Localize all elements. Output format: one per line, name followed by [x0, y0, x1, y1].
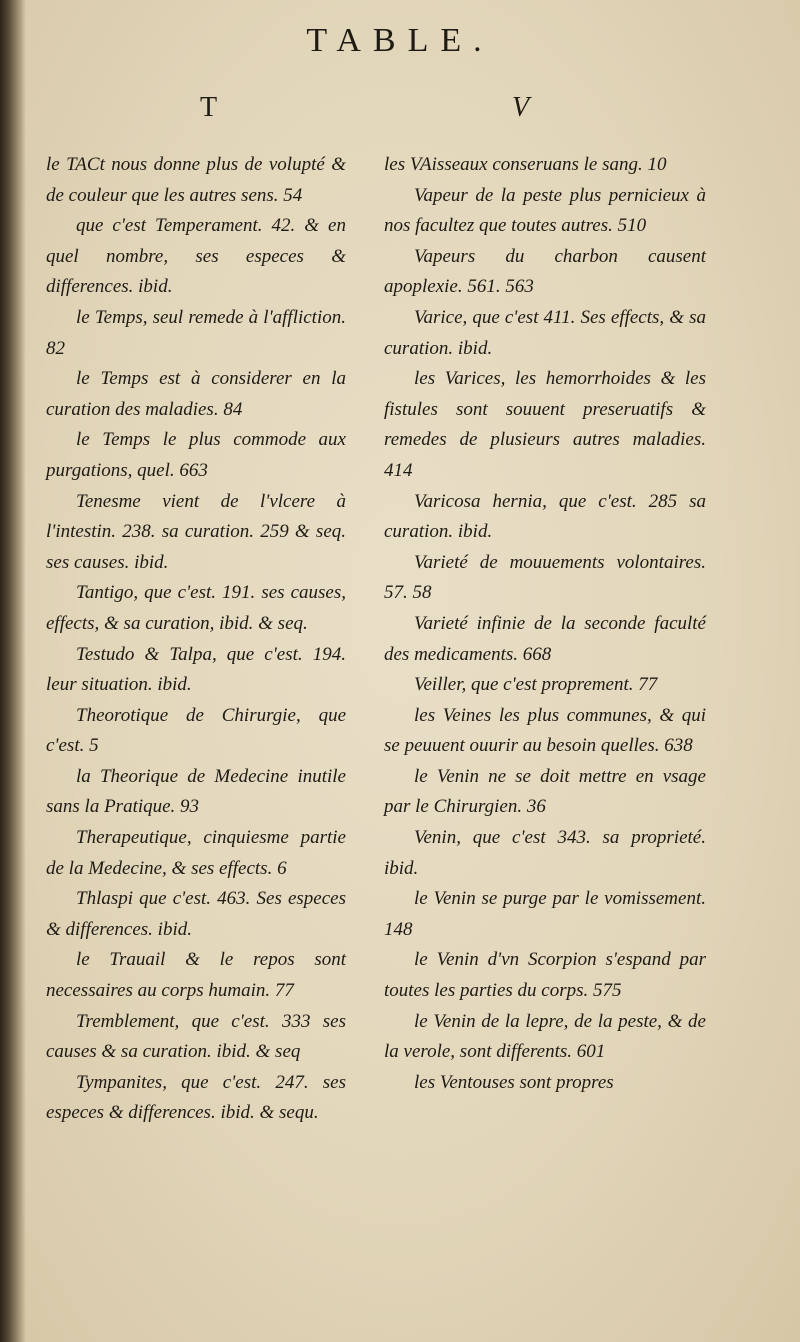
index-entry: Vapeurs du charbon causent apoplexie. 561. 563	[384, 245, 706, 298]
index-entry: que c'est Temperament. 42. & en quel nombre, ses especes & differences. ibid.	[46, 215, 346, 298]
index-entry: le Temps est à considerer en la curation des maladies. 84	[46, 368, 346, 420]
index-entry: le Temps le plus commode aux purgations, quel. 663	[46, 429, 346, 481]
section-letter-t: T	[200, 92, 218, 123]
index-entry: Tantigo, que c'est. 191. ses causes, effects, & sa curation, ibid. & seq.	[46, 582, 346, 634]
index-column-v	[384, 150, 706, 1098]
index-entry: Therapeutique, cinquiesme partie de la Medecine, & ses effects. 6	[46, 827, 346, 879]
section-letter-v: V	[512, 92, 530, 123]
index-entry: le Temps, seul remede à l'affliction. 82	[46, 306, 346, 359]
index-entry: Varieté infinie de la seconde faculté des medicaments. 668	[384, 612, 706, 665]
index-entry: Theorotique de Chirurgie, que c'est. 5	[46, 704, 346, 757]
index-entry: Tremblement, que c'est. 333 ses causes & sa curation. ibid. & seq	[46, 1010, 346, 1063]
index-entry: les Ventouses sont propres	[414, 1071, 614, 1093]
index-entry: le Venin ne se doit mettre en vsage par le Chirurgien. 36	[384, 765, 706, 818]
index-entry: Varice, que c'est 411. Ses effects, & sa curation. ibid.	[384, 306, 706, 359]
index-entry: les VAisseaux conseruans le sang. 10	[384, 154, 667, 175]
index-column-t	[46, 150, 346, 1129]
index-entry: Vapeur de la peste plus pernicieux à nos facultez que toutes autres. 510	[384, 184, 706, 237]
index-entry: Veiller, que c'est proprement. 77	[414, 674, 658, 696]
index-entry: Venin, que c'est 343. sa proprieté. ibid.	[384, 827, 706, 879]
index-entry: le TACt nous donne plus de volupté & de couleur que les autres sens. 54	[46, 154, 346, 206]
index-entry: Thlaspi que c'est. 463. Ses especes & differences. ibid.	[46, 888, 346, 940]
index-entry: Tympanites, que c'est. 247. ses especes & differences. ibid. & sequ.	[46, 1071, 346, 1124]
index-entry: Varieté de mouuements volontaires. 57. 58	[384, 551, 706, 604]
index-entry: Testudo & Talpa, que c'est. 194. leur situation. ibid.	[46, 643, 346, 696]
index-entry: le Venin de la lepre, de la peste, & de la verole, sont differents. 601	[384, 1010, 706, 1063]
index-entry: les Varices, les hemorrhoides & les fistules sont souuent preseruatifs & remedes de plusieurs autres maladies. 414	[384, 368, 706, 481]
index-entry: le Venin d'vn Scorpion s'espand par toutes les parties du corps. 575	[384, 949, 706, 1002]
index-entry: les Veines les plus communes, & qui se peuuent ouurir au besoin quelles. 638	[384, 704, 706, 757]
index-entry: Tenesme vient de l'vlcere à l'intestin. 238. sa curation. 259 & seq. ses causes. ibid.	[46, 490, 346, 573]
running-head: TABLE.	[306, 22, 494, 59]
index-entry: la Theorique de Medecine inutile sans la Pratique. 93	[46, 765, 346, 818]
binding-gutter	[0, 0, 26, 1342]
index-entry: Varicosa hernia, que c'est. 285 sa curation. ibid.	[384, 490, 706, 543]
index-entry: le Venin se purge par le vomissement. 148	[384, 888, 706, 940]
index-entry: le Trauail & le repos sont necessaires au corps humain. 77	[46, 949, 346, 1002]
